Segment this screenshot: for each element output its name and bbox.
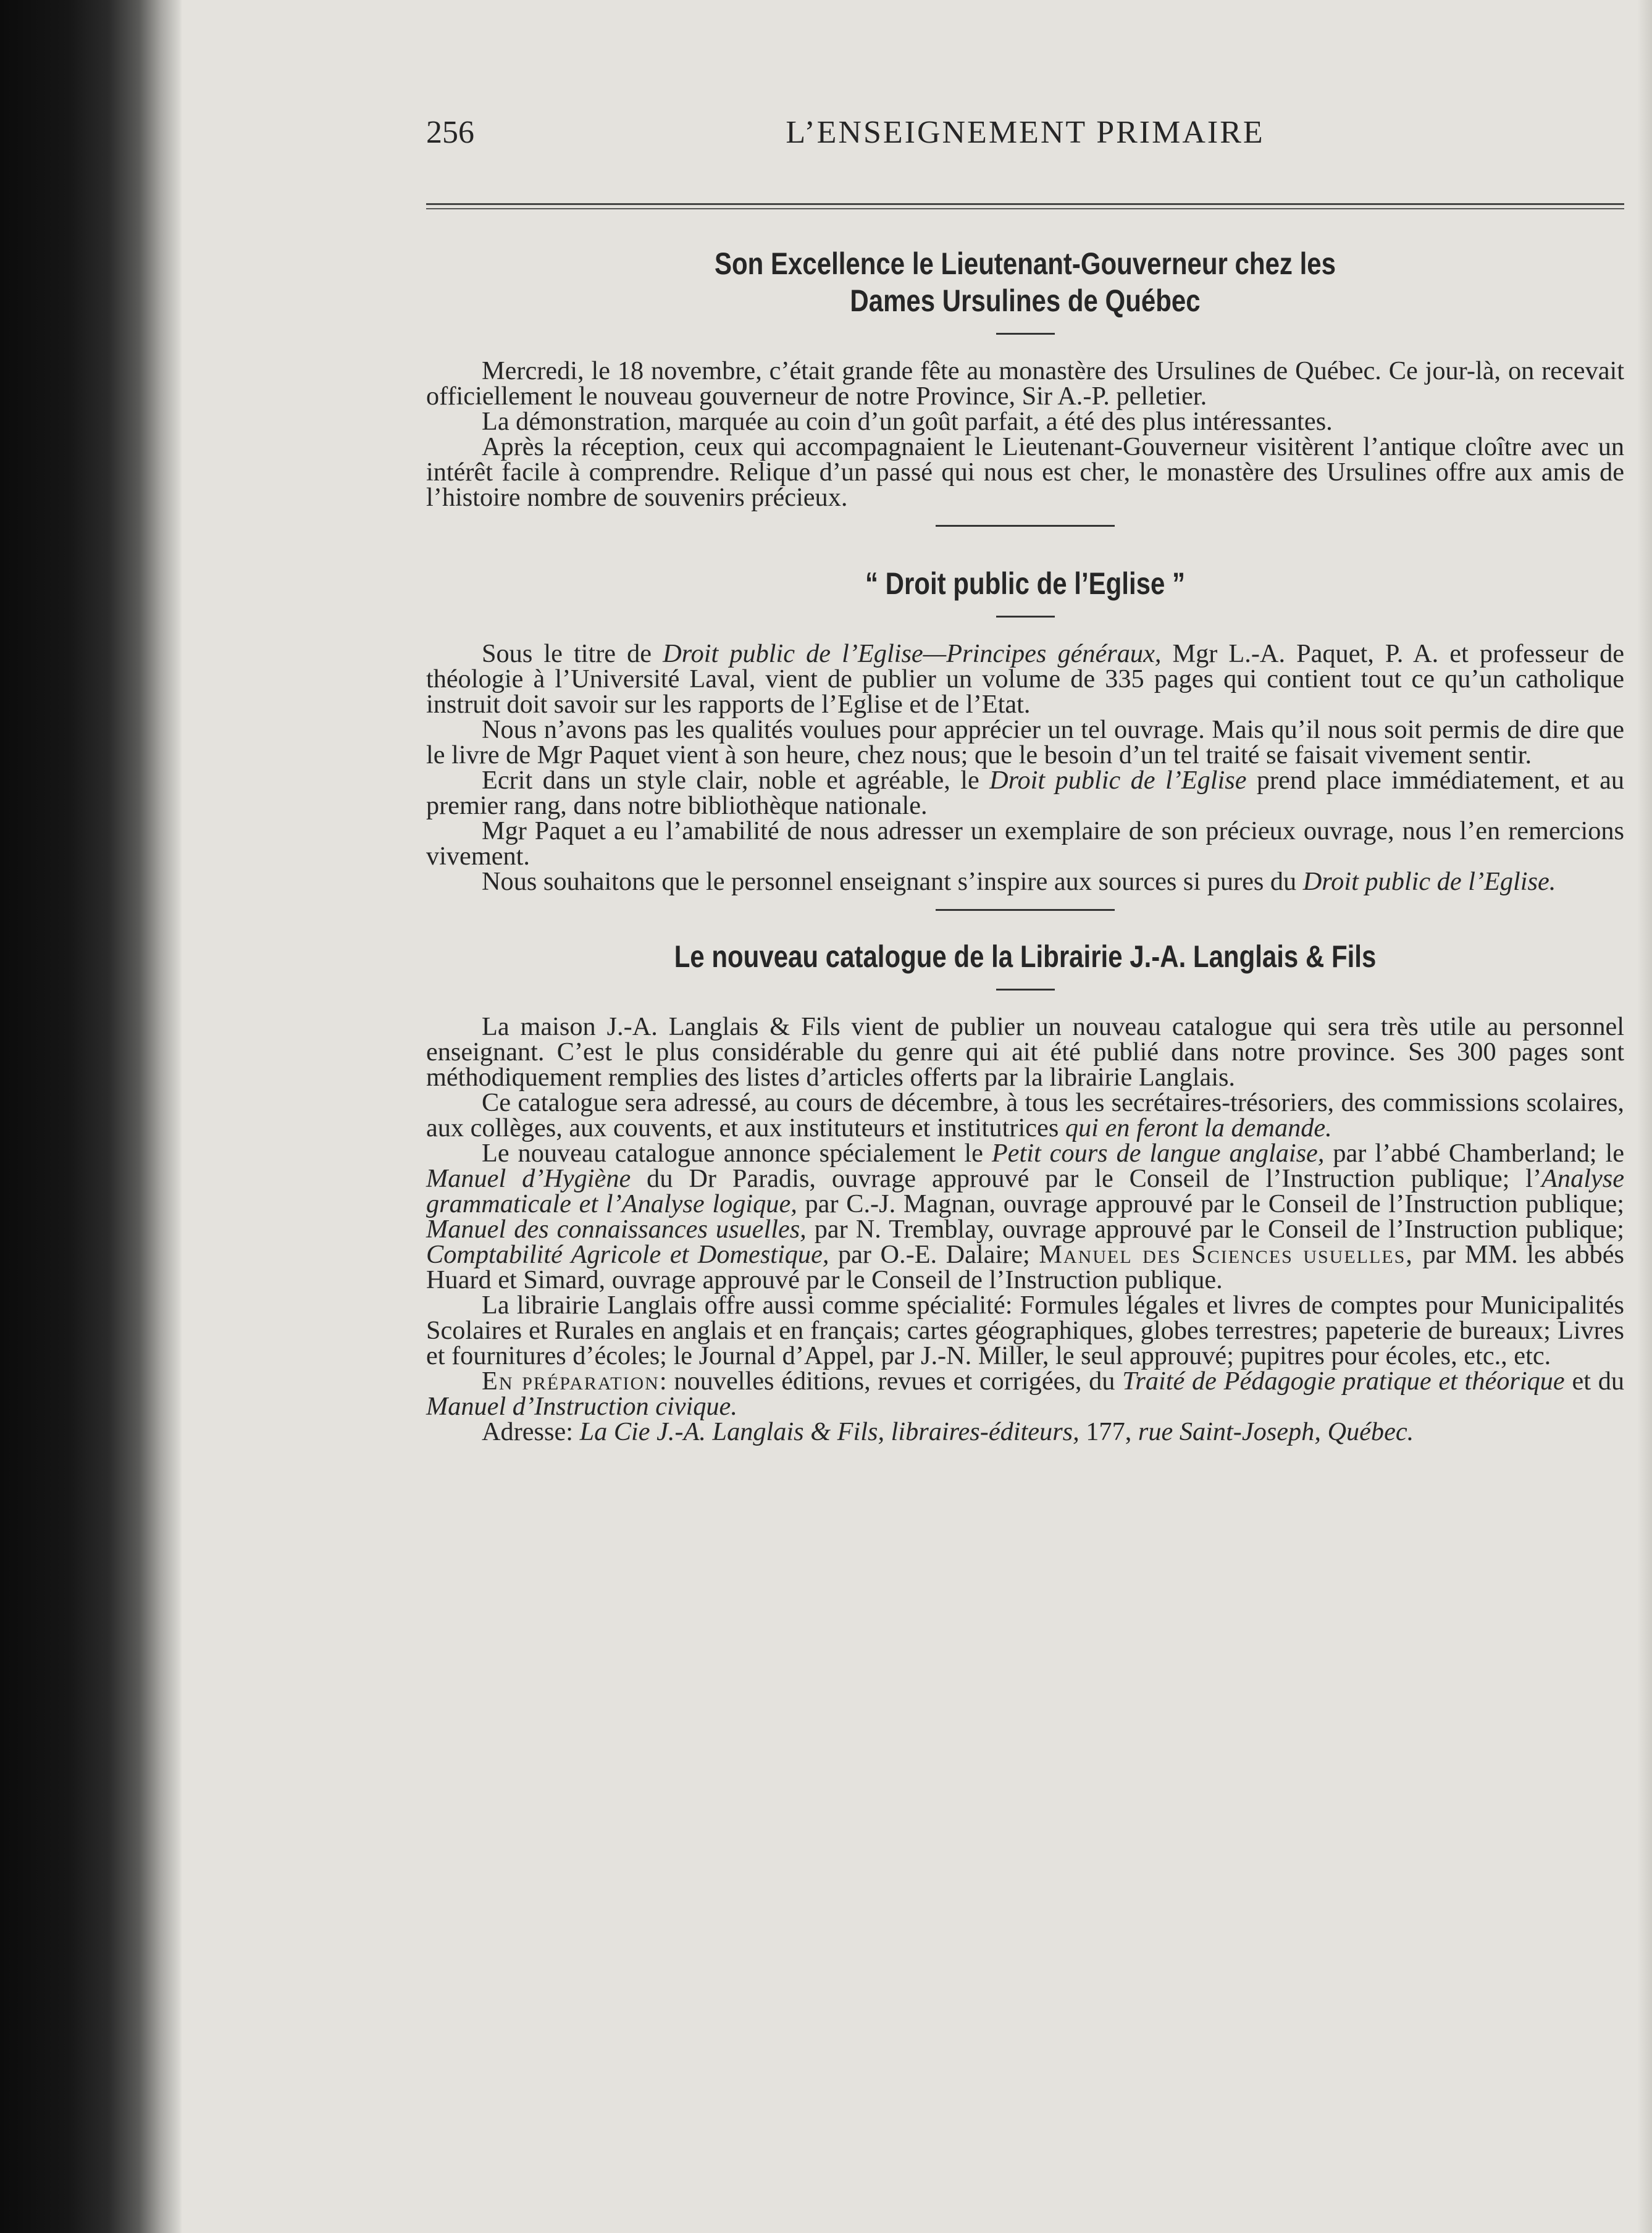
text: Ce catalogue sera adressé, au cours de décembre, à tous les secrétaires-trésoriers, des commissions scolaires, aux collèges, aux couvents, et aux instituteurs et institutrices — [426, 1088, 1624, 1142]
book-title: Droit public de l’Eglise. — [1302, 867, 1556, 896]
book-title: Petit cours de langue anglaise, — [991, 1139, 1325, 1168]
paragraph — [426, 1141, 1624, 1292]
text: Le nouveau catalogue annonce spécialement le — [482, 1139, 992, 1168]
book-title: Analyse grammaticale et l’Analyse logique, — [426, 1164, 1624, 1218]
article-title — [522, 245, 1528, 319]
book-title: Manuel d’Hygiène — [426, 1164, 631, 1193]
smallcaps-label: En préparation — [482, 1367, 660, 1396]
text: Adresse: — [482, 1417, 580, 1446]
running-title: L’ENSEIGNEMENT PRIMAIRE — [786, 115, 1265, 150]
emphasis: qui en feront la demande. — [1065, 1113, 1332, 1142]
address: rue Saint-Joseph, Québec. — [1138, 1417, 1414, 1446]
text: par O.-E. Dalaire; — [829, 1240, 1039, 1269]
book-title: Comptabilité Agricole et Domestique, — [426, 1240, 829, 1269]
article-lieutenant-gouverneur — [426, 245, 1624, 510]
text: par l’abbé Chamberland; le — [1324, 1139, 1625, 1168]
header-rule — [426, 203, 1624, 205]
text: Mgr L.-A. Paquet, P. A. et professeur de théologie à l’Université Laval, vient de publier un volume de 335 pages qui contient tout ce qu’un catholique instruit doit savoir sur les rapports de l’Eglise et de l’Etat. — [426, 639, 1624, 719]
paragraph — [426, 1419, 1624, 1444]
text: du Dr Paradis, ouvrage approuvé par le Conseil de l’Instruction publique; l’ — [631, 1164, 1542, 1193]
title-rule — [996, 989, 1055, 991]
paragraph: Nous n’avons pas les qualités voulues pour apprécier un tel ouvrage. Mais qu’il nous soit permis de dire que le livre de Mgr Paquet vient à son heure, chez nous; que le besoin d’un tel traité se faisait vivement sentir. — [426, 715, 1624, 769]
book-title: Droit public de l’Eglise — [989, 766, 1247, 795]
text: Nous souhaitons que le personnel enseignant s’inspire aux sources si pures du — [482, 867, 1303, 896]
paragraph — [426, 1368, 1624, 1419]
article-droit-public — [426, 565, 1624, 894]
text: Sous le titre de — [482, 639, 663, 668]
book-title: Droit public de l’Eglise—Principes généraux, — [663, 639, 1162, 668]
book-title: Traité de Pédagogie pratique et théorique — [1122, 1367, 1565, 1396]
paragraph: Après la réception, ceux qui accompagnaient le Lieutenant-Gouverneur visitèrent l’antique cloître avec un intérêt facile à comprendre. Relique d’un passé qui nous est cher, le monastère des Ursulines offre aux amis de l’histoire nombre de souvenirs précieux. — [426, 432, 1624, 512]
book-title: Manuel des connaissances usuelles, — [426, 1215, 807, 1244]
paragraph: La maison J.-A. Langlais & Fils vient de publier un nouveau catalogue qui sera très utile au personnel enseignant. C’est le plus considérable du genre qui ait été publié dans notre province. Ses 300 pages sont méthodiquement remplies des listes d’articles offerts par la librairie Langlais. — [426, 1012, 1624, 1092]
article-catalogue-langlais — [426, 938, 1624, 1444]
book-title: Manuel d’Instruction civique. — [426, 1392, 737, 1421]
paragraph: Mercredi, le 18 novembre, c’était grande fête au monastère des Ursulines de Québec. Ce jour-là, on recevait officiellement le nouveau gouverneur de notre Province, Sir A.-P. pelletier. — [426, 356, 1624, 411]
page-header — [426, 114, 1624, 182]
address: La Cie J.-A. Langlais & Fils, libraires-éditeurs, — [579, 1417, 1080, 1446]
book-title-smallcaps: Manuel des Sciences usuelles, — [1039, 1240, 1414, 1269]
text: Ecrit dans un style clair, noble et agréable, le — [482, 766, 990, 795]
page — [426, 114, 1624, 1444]
paragraph — [426, 768, 1624, 818]
text: 177, — [1079, 1417, 1138, 1446]
title-rule — [996, 333, 1055, 335]
section-separator — [936, 525, 1115, 527]
paragraph — [426, 1090, 1624, 1141]
title-rule — [996, 616, 1055, 618]
text: par C.-J. Magnan, ouvrage approuvé par le Conseil de l’Instruction publique; — [797, 1189, 1624, 1218]
book-binding-shadow — [0, 0, 182, 2233]
page-number: 256 — [426, 115, 474, 150]
text: par N. Tremblay, ouvrage approuvé par le Conseil de l’Instruction publique; — [806, 1215, 1624, 1244]
article-title: “ Droit public de l’Eglise ” — [865, 566, 1186, 601]
header-rule-thin — [426, 208, 1624, 209]
text: par MM. les abbés Huard et Simard, ouvrage approuvé par le Conseil de l’Instruction publique. — [426, 1240, 1624, 1294]
paragraph: La librairie Langlais offre aussi comme spécialité: Formules légales et livres de comptes pour Municipalités Scolaires et Rurales en anglais et en français; cartes géographiques, globes terrestres; papeterie de bureaux; Livres et fournitures d’écoles; le Journal d’Appel, par J.-N. Miller, le seul approuvé; pupitres pour écoles, etc., etc. — [426, 1291, 1624, 1370]
title-line: Son Excellence le Lieutenant-Gouverneur chez les — [714, 246, 1336, 281]
paragraph — [426, 869, 1624, 894]
text: : nouvelles éditions, revues et corrigées, du — [659, 1367, 1123, 1396]
paragraph — [426, 641, 1624, 717]
article-title: Le nouveau catalogue de la Librairie J.-A. Langlais & Fils — [674, 939, 1377, 974]
text: prend place immédiatement, et au premier rang, dans notre bibliothèque nationale. — [426, 766, 1624, 820]
text: et du — [1564, 1367, 1625, 1396]
page-edge — [1637, 0, 1652, 2233]
section-separator — [936, 909, 1115, 911]
paragraph: Mgr Paquet a eu l’amabilité de nous adresser un exemplaire de son précieux ouvrage, nous l’en remercions vivement. — [426, 816, 1624, 871]
paragraph: La démonstration, marquée au coin d’un goût parfait, a été des plus intéressantes. — [482, 407, 1333, 436]
title-line: Dames Ursulines de Québec — [850, 283, 1201, 318]
